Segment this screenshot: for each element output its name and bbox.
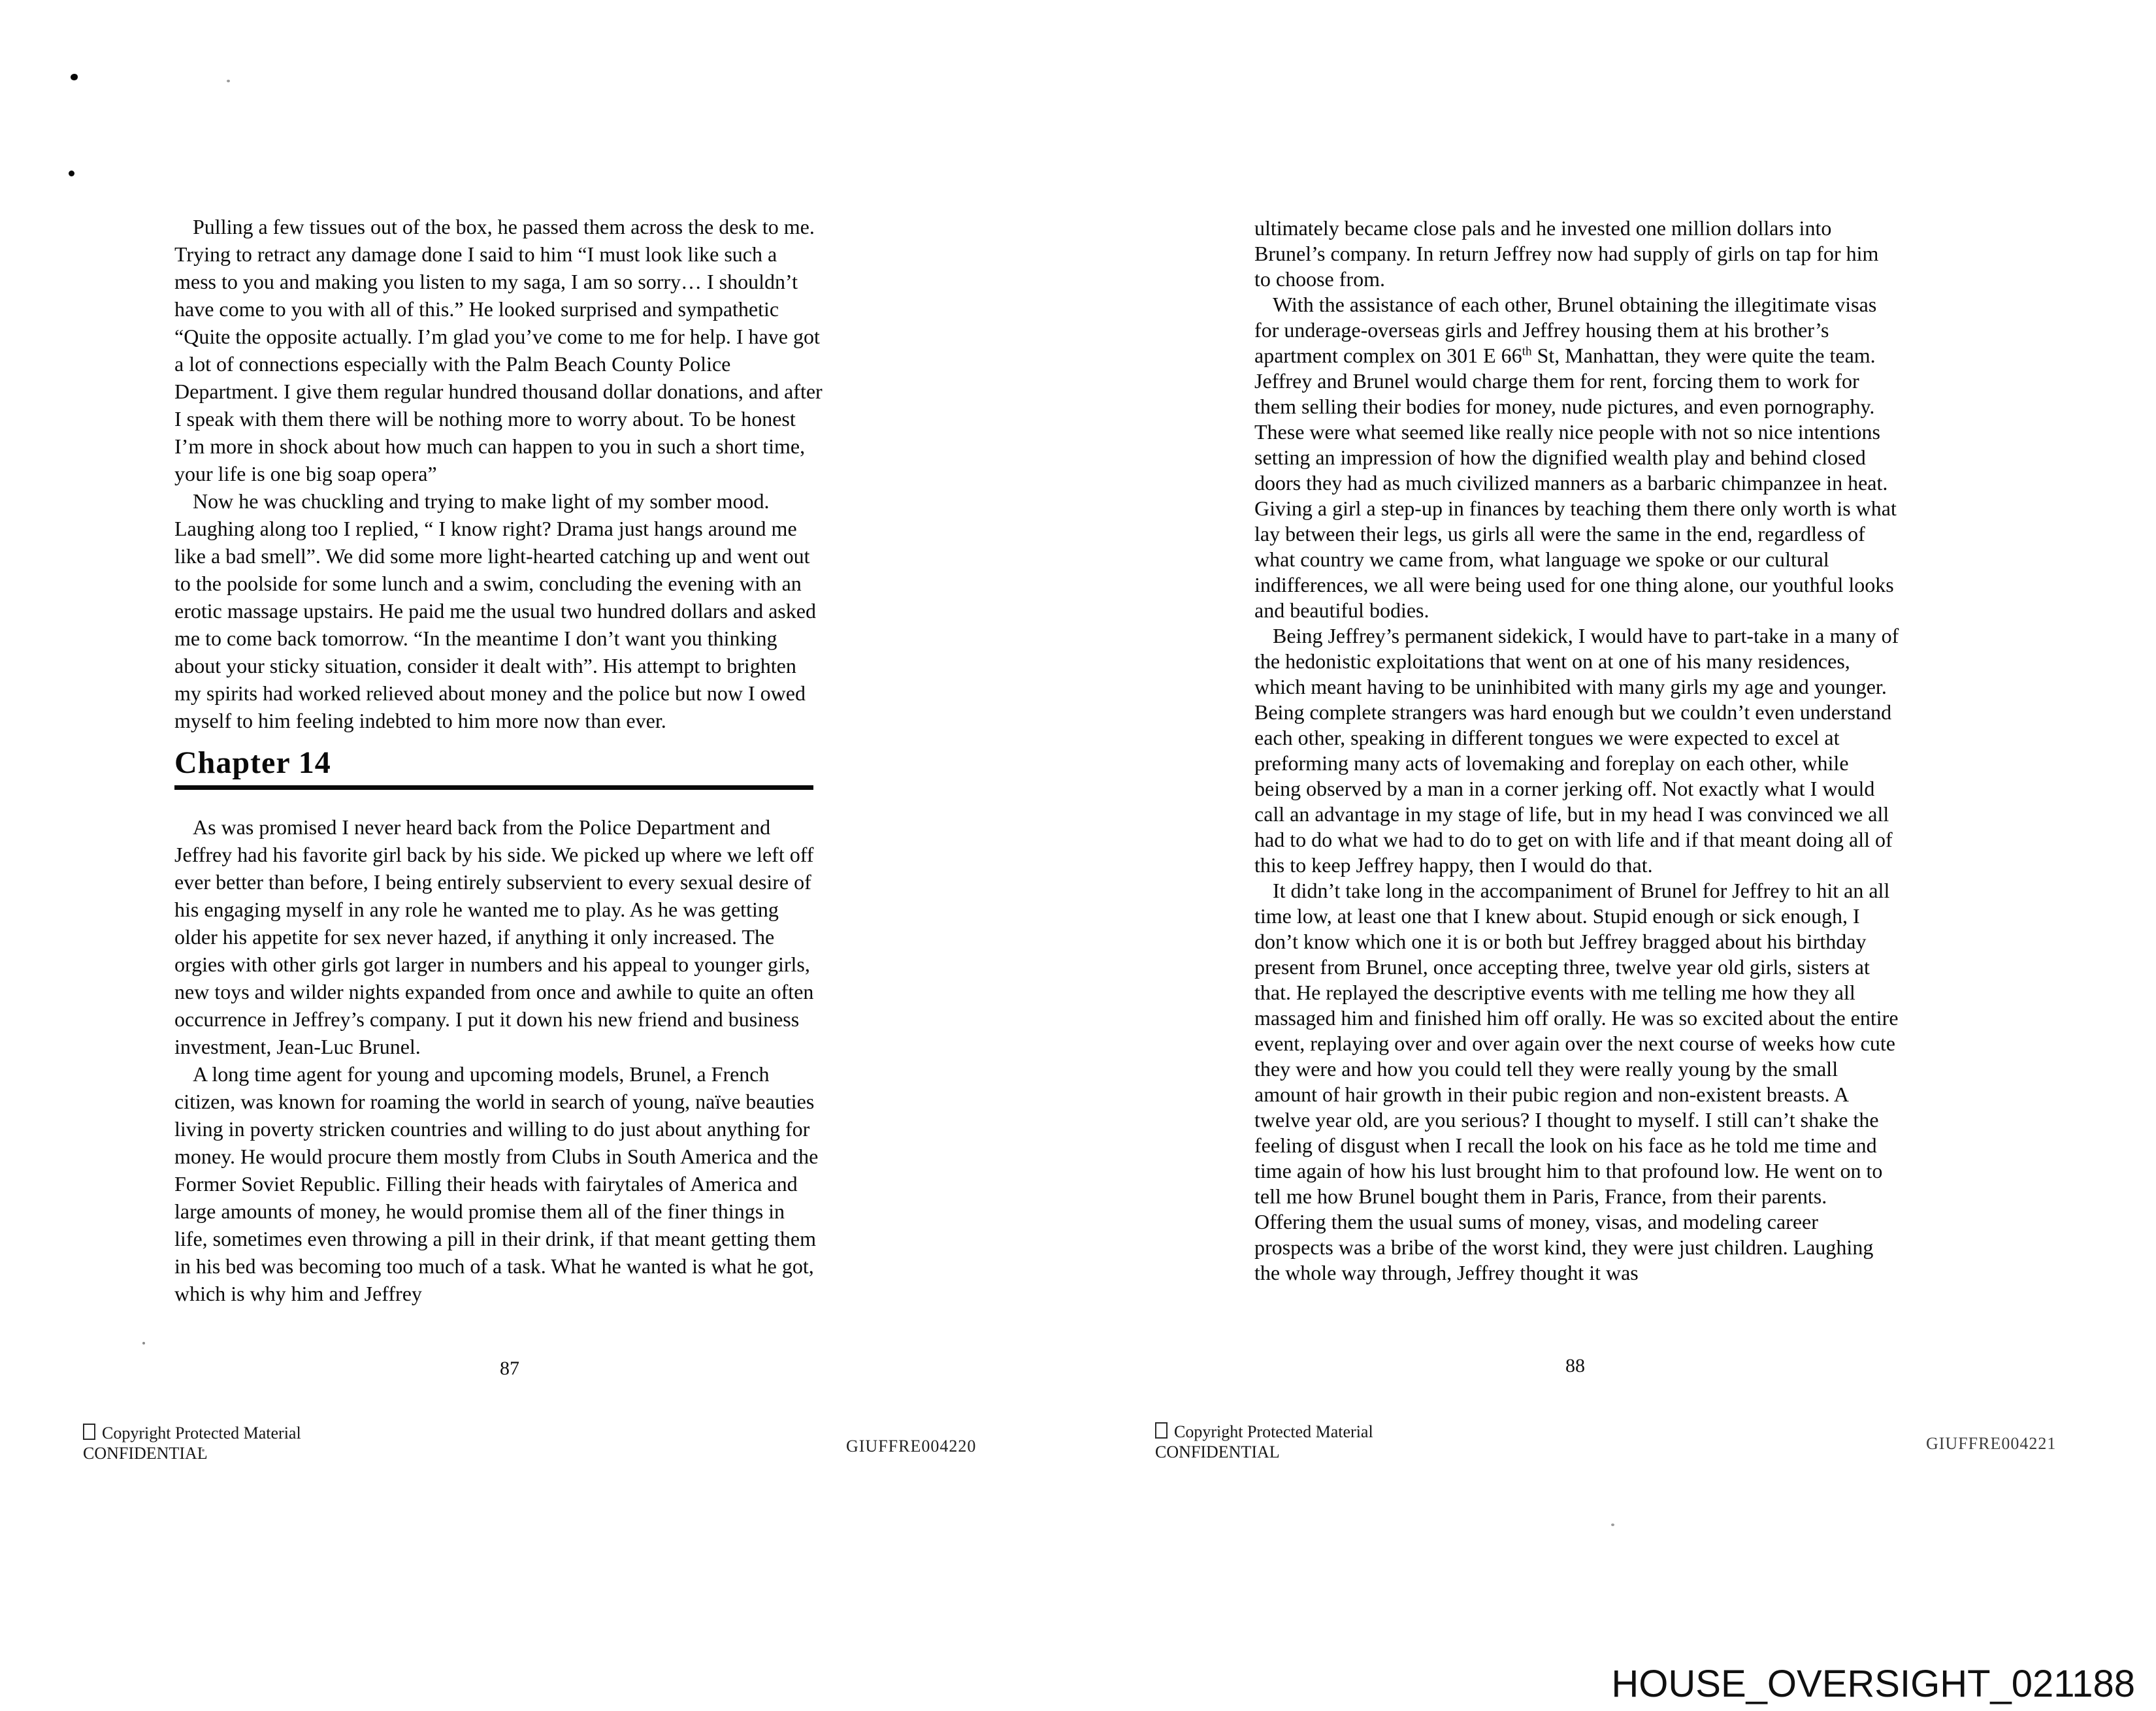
missing-glyph-box-icon xyxy=(83,1424,95,1440)
bates-number: GIUFFRE004221 xyxy=(1926,1434,2057,1453)
page-number: 88 xyxy=(1565,1355,1585,1377)
scan-speck xyxy=(71,74,78,80)
confidential-label: CONFIDENTIAL xyxy=(1155,1442,1280,1461)
paragraph: Now he was chuckling and trying to make light of my somber mood. Laughing along too I replied, “ I know right? Drama just hangs around me like a bad smell”. We did some more light-hearted catching up and went out to the poolside for some lunch and a swim, concluding the evening with an erotic massage upstairs. He paid me the usual two hundred dollars and asked me to come back tomorrow. “In the meantime I don’t want you thinking about your sticky situation, consider it dealt with”. His attempt to brighten my spirits had worked relieved about money and the police but now I owed myself to him feeling indebted to him more now than ever. xyxy=(174,489,816,732)
copyright-text: Copyright Protected Material xyxy=(1174,1422,1373,1441)
copyright-footer xyxy=(1155,1422,1373,1462)
copyright-line xyxy=(1155,1422,1373,1442)
copyright-line xyxy=(83,1423,301,1443)
page-88-text-column xyxy=(1254,216,1900,1286)
copyright-text: Copyright Protected Material xyxy=(102,1424,301,1442)
missing-glyph-box-icon xyxy=(1155,1422,1168,1439)
scan-speck xyxy=(1611,1524,1614,1526)
paragraph: A long time agent for young and upcoming models, Brunel, a French citizen, was known for roaming the world in search of young, naïve beauties living in poverty stricken countries and willing to do just about anything for money. He would procure them mostly from Clubs in South America and the Former Soviet Republic. Filling their heads with fairytales of America and large amounts of money, he would promise them all of the finer things in life, sometimes even throwing a pill in their drink, if that meant getting them in his bed was becoming too much of a task. What he wanted is what he got, which is why him and Jeffrey xyxy=(174,1062,819,1305)
confidential-label: CONFIDENTIAL xyxy=(83,1444,208,1463)
paragraph: As was promised I never heard back from the Police Department and Jeffrey had his favorite girl back by his side. We picked up where we left off ever better than before, I being entirely subservient to every sexual desire of his engaging myself in any role he wanted me to play. As he was getting older his appetite for sex never hazed, if anything it only increased. The orgies with other girls got larger in numbers and his appeal to younger girls, new toys and wilder nights expanded from once and awhile to quite an often occurrence in Jeffrey’s company. I put it down his new friend and business investment, Jean-Luc Brunel. xyxy=(174,815,814,1058)
paragraph: With the assistance of each other, Brunel obtaining the illegitimate visas for underage-overseas girls and Jeffrey housing them at his brother’s apartment complex on 301 E 66th St, Manhattan, they were quite the team. Jeffrey and Brunel would charge them for rent, forcing them to work for them selling their bodies for money, nude pictures, and even pornography. These were what seemed like really nice people with not so nice intentions setting an impression of how the dignified wealth play and behind closed doors they had as much civilized manners as a barbaric chimpanzee in heat. Giving a girl a step-up in finances by teaching them there only worth is what lay between their legs, us girls all were the same in the end, regardless of what country we came from, what language we spoke or our cultural indifferences, we all were being used for one thing alone, our youthful looks and beautiful bodies. xyxy=(1254,293,1897,622)
scan-speck xyxy=(142,1342,145,1344)
paragraph: It didn’t take long in the accompaniment of Brunel for Jeffrey to hit an all time low, at least one that I knew about. Stupid enough or sick enough, I don’t know which one it is or both but Jeffrey bragged about his birthday present from Brunel, once accepting three, twelve year old girls, sisters at that. He replayed the descriptive events with me telling me how they all massaged him and finished him off orally. He was so excited about the entire event, replaying over and over again over the next course of weeks how cute they were and how you could tell they were really young by the small amount of hair growth in their pubic region and non-existent breasts. A twelve year old, are you serious? I thought to myself. I still can’t shake the feeling of disgust when I recall the look on his face as he told me time and time again of how his lust brought him to that profound low. He went on to tell me how Brunel bought them in Paris, France, from their parents. Offering them the usual sums of money, visas, and modeling career prospects was a bribe of the worst kind, they were just children. Laughing the whole way through, Jeffrey thought it was xyxy=(1254,879,1899,1284)
chapter-heading: Chapter 14 xyxy=(174,746,813,790)
scan-speck xyxy=(227,80,230,82)
bates-number: GIUFFRE004220 xyxy=(846,1437,977,1456)
scan-speck xyxy=(69,171,74,176)
paragraph: Pulling a few tissues out of the box, he passed them across the desk to me. Trying to retract any damage done I said to him “I must look like such a mess to you and making you listen to my saga, I am so sorry… I shouldn’t have come to you with all of this.” He looked surprised and sympathetic “Quite the opposite actually. I’m glad you’ve come to me for help. I have got a lot of connections especially with the Palm Beach County Police Department. I give them regular hundred thousand dollar donations, and after I speak with them there will be nothing more to worry about. To be honest I’m more in shock about how much can happen to you in such a short time, your life is one big soap opera” xyxy=(174,215,823,485)
paragraph: Being Jeffrey’s permanent sidekick, I would have to part-take in a many of the hedonistic exploitations that went on at one of his many residences, which meant having to be uninhibited with many girls my age and younger. Being complete strangers was hard enough but we couldn’t even understand each other, speaking in different tongues we were expected to excel at preforming many acts of lovemaking and foreplay on each other, while being observed by a man in a corner jerking off. Not exactly what I would call an advantage in my stage of life, but in my head I was convinced we all had to do what we had to do to get on with life and if that meant doing all of this to keep Jeffrey happy, then I would do that. xyxy=(1254,624,1899,877)
paragraph: ultimately became close pals and he invested one million dollars into Brunel’s company. In return Jeffrey now had supply of girls on tap for him to choose from. xyxy=(1254,216,1879,291)
copyright-footer xyxy=(83,1423,301,1463)
oversight-bates-stamp: HOUSE_OVERSIGHT_021188 xyxy=(1611,1663,2135,1705)
page-number: 87 xyxy=(500,1358,519,1379)
page-87-text-column xyxy=(174,213,823,1307)
